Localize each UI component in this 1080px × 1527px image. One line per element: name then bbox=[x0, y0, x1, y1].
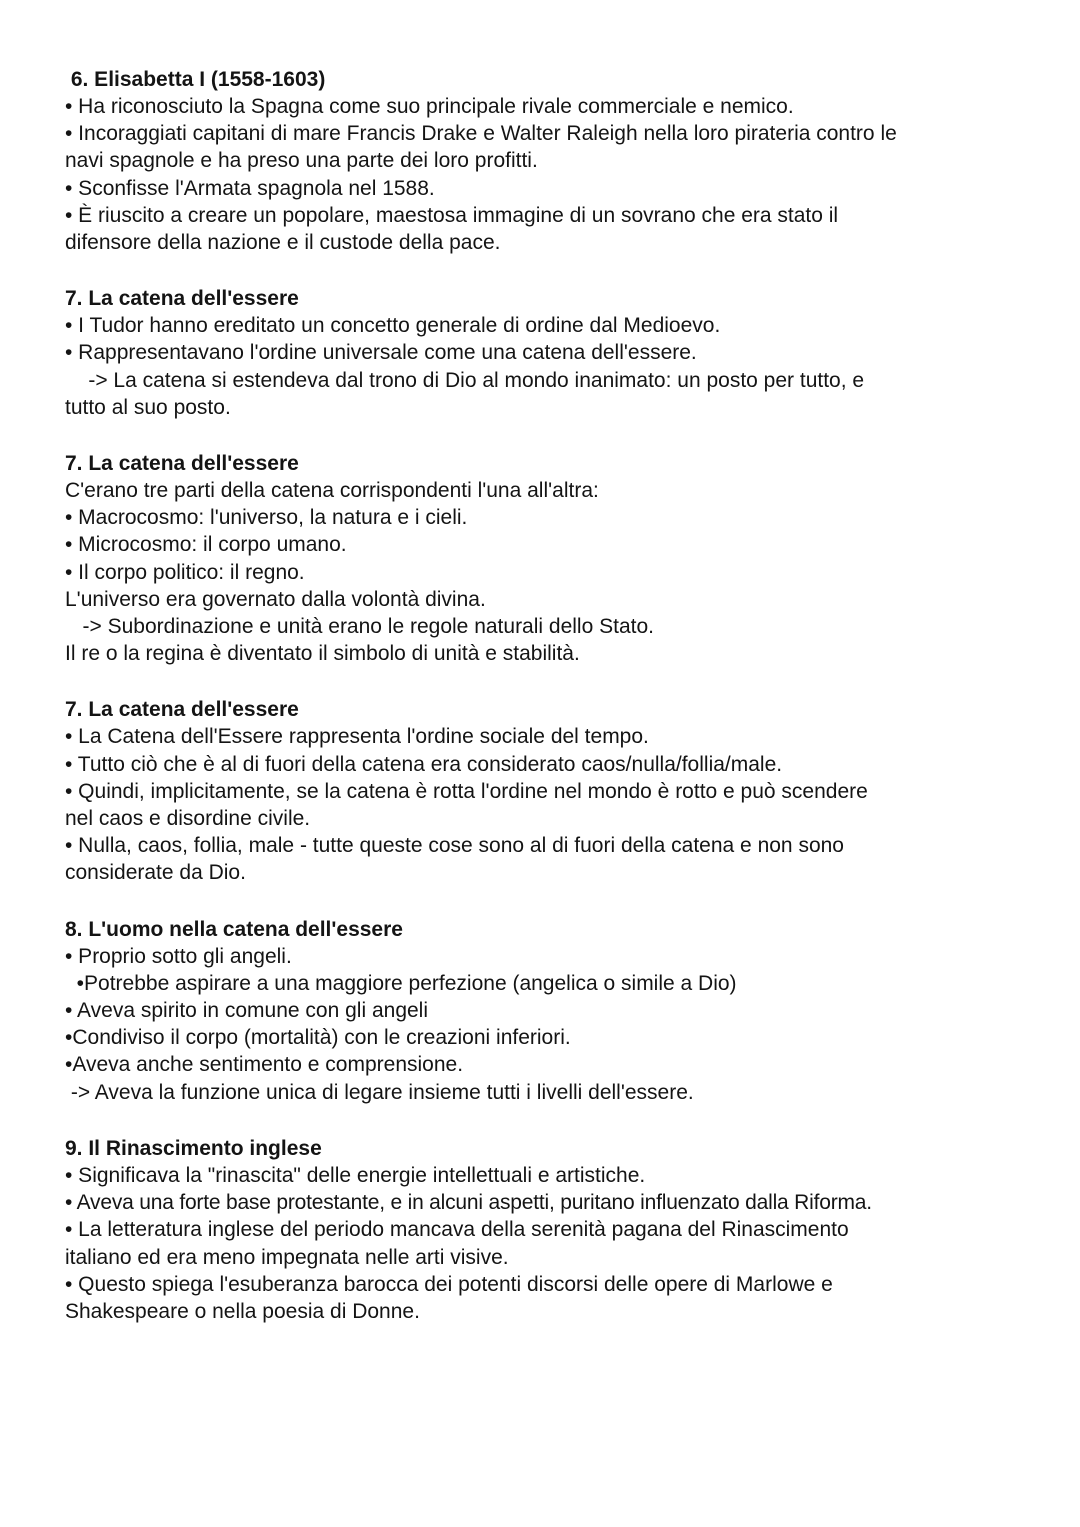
text-line: difensore della nazione e il custode della pace. bbox=[65, 231, 501, 255]
section-rinascimento bbox=[65, 1135, 1025, 1325]
section-heading: 6. Elisabetta I (1558-1603) bbox=[65, 68, 326, 91]
section-catena-3 bbox=[65, 696, 1025, 886]
text-line: italiano ed era meno impegnata nelle arti visive. bbox=[65, 1245, 509, 1269]
section-heading: 7. La catena dell'essere bbox=[65, 698, 299, 722]
text-line: • Aveva spirito in comune con gli angeli bbox=[65, 999, 429, 1023]
text-line: L'universo era governato dalla volontà divina. bbox=[65, 587, 486, 611]
text-line: Il re o la regina è diventato il simbolo di unità e stabilità. bbox=[65, 642, 580, 666]
text-line: considerate da Dio. bbox=[65, 861, 246, 885]
text-line: • Il corpo politico: il regno. bbox=[65, 560, 305, 584]
text-line: •Condiviso il corpo (mortalità) con le creazioni inferiori. bbox=[65, 1026, 571, 1050]
section-catena-2 bbox=[65, 450, 1025, 667]
text-line: • Quindi, implicitamente, se la catena è rotta l'ordine nel mondo è rotto e può scendere bbox=[65, 779, 868, 803]
text-line: • Questo spiega l'esuberanza barocca dei potenti discorsi delle opere di Marlowe e bbox=[65, 1272, 833, 1296]
text-line: • È riuscito a creare un popolare, maestosa immagine di un sovrano che era stato il bbox=[65, 203, 839, 227]
section-heading: 9. Il Rinascimento inglese bbox=[65, 1136, 322, 1160]
text-line: • I Tudor hanno ereditato un concetto generale di ordine dal Medioevo. bbox=[65, 314, 721, 338]
text-line: • Rappresentavano l'ordine universale come una catena dell'essere. bbox=[65, 341, 697, 365]
text-line: nel caos e disordine civile. bbox=[65, 807, 311, 831]
text-line: • Microcosmo: il corpo umano. bbox=[65, 533, 347, 557]
section-heading: 7. La catena dell'essere bbox=[65, 287, 299, 311]
text-line: C'erano tre parti della catena corrispondenti l'una all'altra: bbox=[65, 479, 599, 503]
section-heading: 7. La catena dell'essere bbox=[65, 452, 299, 476]
text-line: • Nulla, caos, follia, male - tutte queste cose sono al di fuori della catena e non sono bbox=[65, 834, 844, 858]
text-line: • Tutto ciò che è al di fuori della catena era considerato caos/nulla/follia/male. bbox=[65, 752, 783, 776]
text-line: • La letteratura inglese del periodo mancava della serenità pagana del Rinascimento bbox=[65, 1218, 849, 1242]
text-line: • Incoraggiati capitani di mare Francis Drake e Walter Raleigh nella loro pirateria contro le bbox=[65, 122, 897, 146]
text-line: Shakespeare o nella poesia di Donne. bbox=[65, 1299, 420, 1323]
text-line: -> La catena si estendeva dal trono di Dio al mondo inanimato: un posto per tutto, e bbox=[65, 368, 865, 392]
section-elisabetta bbox=[65, 66, 1025, 256]
text-line: • Macrocosmo: l'universo, la natura e i cieli. bbox=[65, 506, 468, 530]
text-line: • La Catena dell'Essere rappresenta l'ordine sociale del tempo. bbox=[65, 725, 649, 749]
text-line: •Potrebbe aspirare a una maggiore perfezione (angelica o simile a Dio) bbox=[65, 971, 737, 995]
text-line: •Aveva anche sentimento e comprensione. bbox=[65, 1053, 464, 1077]
text-line: tutto al suo posto. bbox=[65, 395, 231, 419]
document-page bbox=[65, 66, 1025, 1354]
text-line: • Proprio sotto gli angeli. bbox=[65, 944, 292, 968]
text-line: -> Aveva la funzione unica di legare insieme tutti i livelli dell'essere. bbox=[65, 1080, 694, 1104]
text-line: navi spagnole e ha preso una parte dei loro profitti. bbox=[65, 149, 538, 173]
section-catena-1 bbox=[65, 285, 1025, 421]
text-line: • Significava la "rinascita" delle energie intellettuali e artistiche. bbox=[65, 1163, 646, 1187]
text-line: -> Subordinazione e unità erano le regole naturali dello Stato. bbox=[65, 615, 654, 639]
text-line: • Aveva una forte base protestante, e in alcuni aspetti, puritano influenzato dalla Riforma. bbox=[65, 1191, 872, 1215]
text-line: • Sconfisse l'Armata spagnola nel 1588. bbox=[65, 176, 435, 200]
text-line: • Ha riconosciuto la Spagna come suo principale rivale commerciale e nemico. bbox=[65, 95, 794, 118]
section-heading: 8. L'uomo nella catena dell'essere bbox=[65, 917, 403, 941]
section-uomo bbox=[65, 916, 1025, 1106]
